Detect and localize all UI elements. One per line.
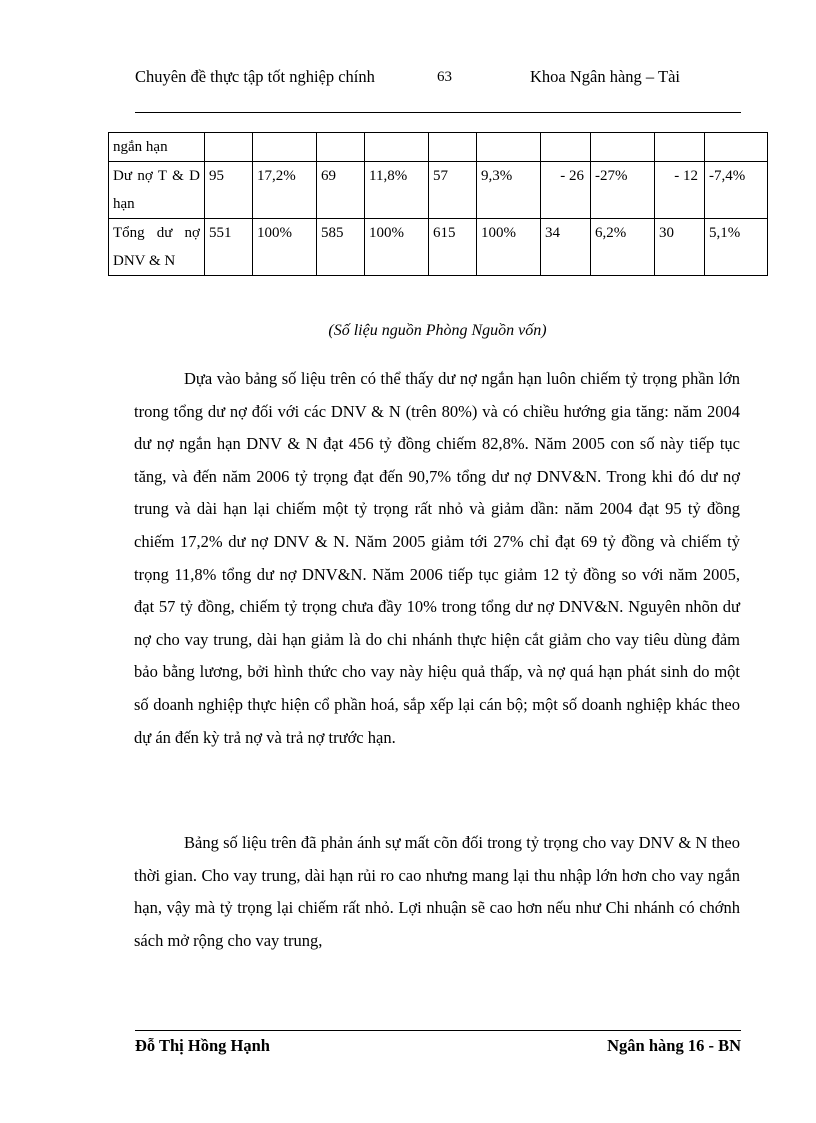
table-row xyxy=(109,219,768,276)
table-cell: 615 xyxy=(429,219,477,276)
table-cell: 30 xyxy=(655,219,705,276)
table-cell: -7,4% xyxy=(705,162,768,219)
table-cell: 5,1% xyxy=(705,219,768,276)
table-cell: 100% xyxy=(365,219,429,276)
table-cell xyxy=(705,133,768,162)
table-cell: - 12 xyxy=(655,162,705,219)
row-label: Dư nợ T & D hạn xyxy=(109,162,205,219)
table-cell xyxy=(429,133,477,162)
footer-class: Ngân hàng 16 - BN xyxy=(607,1036,741,1055)
table-cell: 17,2% xyxy=(253,162,317,219)
page-header xyxy=(135,66,741,112)
table-cell xyxy=(317,133,365,162)
table-cell xyxy=(253,133,317,162)
table-cell: - 26 xyxy=(541,162,591,219)
footer-divider xyxy=(135,1030,741,1031)
table-cell: 57 xyxy=(429,162,477,219)
table-cell: 11,8% xyxy=(365,162,429,219)
table-cell: 585 xyxy=(317,219,365,276)
table-cell: 34 xyxy=(541,219,591,276)
table-cell xyxy=(541,133,591,162)
table-row xyxy=(109,133,768,162)
page-number: 63 xyxy=(437,69,452,85)
header-divider xyxy=(135,112,741,113)
table-cell xyxy=(477,133,541,162)
table-cell: 95 xyxy=(205,162,253,219)
paragraph-text: Bảng số liệu trên đã phản ánh sự mất cõn đối trong tỷ trọng cho vay DNV & N theo thời gian. Cho vay trung, dài hạn rủi ro cao nhưng mang lại thu nhập lớn hơn cho vay ngắn hạn, vậy mà tỷ trọng lại chiếm rất nhỏ. Lợi nhuận sẽ cao hơn nếu như Chi nhánh có chớnh sách mở rộng cho vay trung, xyxy=(134,833,740,950)
table-cell xyxy=(365,133,429,162)
table-cell: 100% xyxy=(253,219,317,276)
table-cell xyxy=(591,133,655,162)
table-cell: 100% xyxy=(477,219,541,276)
table-cell: -27% xyxy=(591,162,655,219)
loan-table xyxy=(108,132,768,276)
source-note: (Số liệu nguồn Phòng Nguồn vốn) xyxy=(328,322,547,339)
header-title: Chuyên đề thực tập tốt nghiệp chính xyxy=(135,67,375,86)
row-label: ngắn hạn xyxy=(109,133,205,162)
row-label: Tổng dư nợ DNV & N xyxy=(109,219,205,276)
table-row xyxy=(109,162,768,219)
table-cell: 69 xyxy=(317,162,365,219)
table-cell: 9,3% xyxy=(477,162,541,219)
body-paragraph xyxy=(134,363,740,754)
paragraph-text: Dựa vào bảng số liệu trên có thể thấy dư nợ ngắn hạn luôn chiếm tỷ trọng phần lớn trong tổng dư nợ đối với các DNV & N (trên 80%) và có chiều hướng gia tăng: năm 2004 dư nợ ngắn hạn DNV & N đạt 456 tỷ đồng chiếm 82,8%. Năm 2005 con số này tiếp tục tăng, và đến năm 2006 tỷ trọng đạt đến 90,7% tổng dư nợ DNV&N. Trong khi đó dư nợ trung và dài hạn lại chiếm một tỷ trọng rất nhỏ và giảm dần: năm 2004 đạt 95 tỷ đồng chiếm 17,2% dư nợ DNV & N. Năm 2005 giảm tới 27% chỉ đạt 69 tỷ đồng và chiếm tỷ trọng 11,8% tổng dư nợ DNV&N. Năm 2006 tiếp tục giảm 12 tỷ đồng so với năm 2005, đạt 57 tỷ đồng, chiếm tỷ trọng chưa đầy 10% trong tổng dư nợ DNV&N. Nguyên nhõn dư nợ cho vay trung, dài hạn giảm là do chi nhánh thực hiện cắt giảm cho vay tiêu dùng đảm bảo bằng lương, bởi hình thức cho vay này hiệu quả thấp, và nợ quá hạn phát sinh do một số doanh nghiệp thực hiện cổ phần hoá, sắp xếp lại cán bộ; một số doanh nghiệp khác theo dự án đến kỳ trả nợ và trả nợ trước hạn. xyxy=(134,369,740,747)
body-paragraph xyxy=(134,827,740,957)
footer-author: Đỗ Thị Hồng Hạnh xyxy=(135,1036,270,1055)
table-cell: 6,2% xyxy=(591,219,655,276)
table-cell xyxy=(205,133,253,162)
header-department: Khoa Ngân hàng – Tài xyxy=(530,67,680,86)
table-cell: 551 xyxy=(205,219,253,276)
table-cell xyxy=(655,133,705,162)
